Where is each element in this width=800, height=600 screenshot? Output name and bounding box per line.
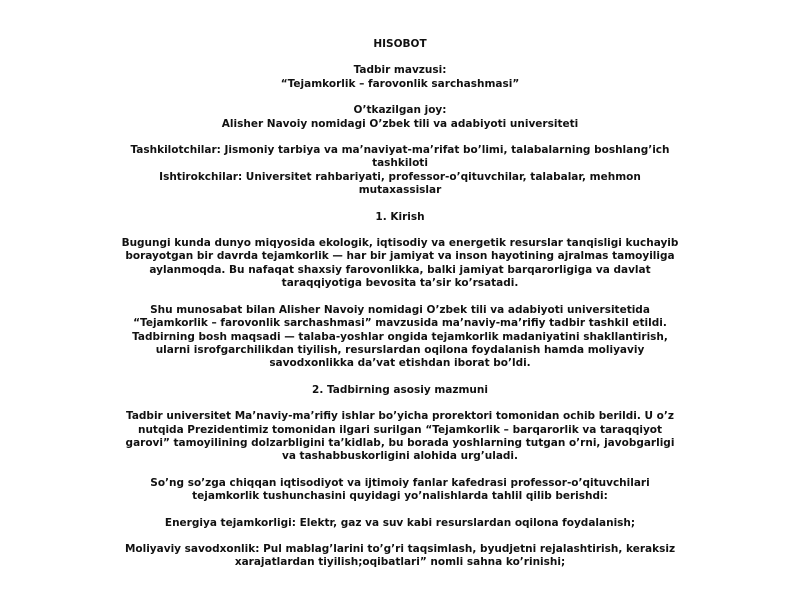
participants-line: Ishtirokchilar: Universitet rahbariyati, professor-o’qituvchilar, talabalar, mehmon mutaxassislar: [159, 170, 641, 197]
report-document: [120, 38, 680, 570]
section-1-paragraph-1: Bugungi kunda dunyo miqyosida ekologik, iqtisodiy va energetik resurslar tanqisligi kuchayib borayotgan bir davrda tejamkorlik — har bir jamiyat va inson hayotining ajralmas tamoyiliga aylanmoqda. Bu nafaqat shaxsiy farovonlikka, balki jamiyat barqarorligiga va davlat taraqqiyotiga bevosita ta’sir ko’rsatadi.: [121, 237, 679, 290]
venue-label: O’tkazilgan joy:: [353, 104, 447, 117]
section-1-heading: 1. Kirish: [375, 210, 425, 223]
topic-label: Tadbir mavzusi:: [353, 64, 447, 77]
section-2-heading: 2. Tadbirning asosiy mazmuni: [312, 383, 488, 396]
topic-value: “Tejamkorlik – farovonlik sarchashmasi”: [280, 77, 520, 90]
section-1-paragraph-2: Shu munosabat bilan Alisher Navoiy nomidagi O’zbek tili va adabiyoti universitetida “Tejamkorlik – farovonlik sarchashmasi” mavzusida ma’naviy-ma’rifiy tadbir tashkil etildi. Tadbirning bosh maqsadi — talaba-yoshlar ongida tejamkorlik madaniyatini shakllantirish, ularni isrofgarchilikdan tiyilish, resurslardan oqilona foydalanish hamda moliyaviy savodxonlikka da’vat etishdan iborat bo’ldi.: [132, 303, 668, 370]
venue-value: Alisher Navoiy nomidagi O’zbek tili va adabiyoti universiteti: [221, 117, 579, 130]
section-2-item-finance: Moliyaviy savodxonlik: Pul mablag’larini to’g’ri taqsimlash, byudjetni rejalashtirish, keraksiz xarajatlardan tiyilish;oqibatlari” nomli sahna ko’rinishi;: [124, 542, 676, 569]
section-2-paragraph-2: So’ng so’zga chiqqan iqtisodiyot va ijtimoiy fanlar kafedrasi professor-o’qituvchilari tejamkorlik tushunchasini quyidagi yo’nalishlarda tahlil qilib berishdi:: [150, 476, 650, 503]
organizers-line: Tashkilotchilar: Jismoniy tarbiya va ma’naviyat-ma’rifat bo’limi, talabalarning boshlang’ich tashkiloti: [130, 144, 670, 170]
section-2-item-energy: Energiya tejamkorligi: Elektr, gaz va suv kabi resurslardan oqilona foydalanish;: [164, 516, 636, 529]
section-2-paragraph-1: Tadbir universitet Ma’naviy-ma’rifiy ishlar bo’yicha prorektori tomonidan ochib berildi. U o’z nutqida Prezidentimiz tomonidan ilgari surilgan “Tejamkorlik – barqarorlik va taraqqiyot garovi” tamoyilining dolzarbligini ta’kidlab, bu borada yoshlarning tutgan o’rni, javobgarligi va tashabbuskorligini alohida urg’uladi.: [125, 410, 675, 463]
report-title: HISOBOT: [373, 38, 427, 50]
